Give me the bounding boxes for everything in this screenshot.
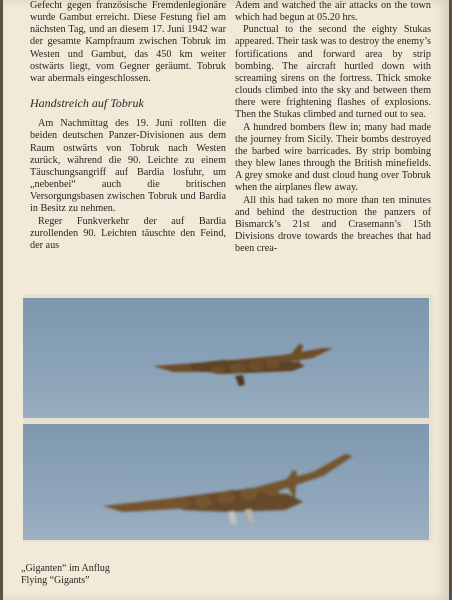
photo-aircraft-top [23,298,429,418]
section-heading: Handstreich auf Tobruk [30,96,144,111]
left-intro-paragraph: Gefecht gegen französische Fremdenlegionäre wurde Gambut erreicht. Diese Festung fiel am nächsten Tag, und an diesem 17. Juni 1942 war der gesamte Kampfraum zwischen Tobruk im Westen und Gambut, das 450 km weiter ostwärts liegt, vom Gegner geräumt. Tobruk war abermals eingeschlossen. [30,0,226,84]
book-page [3,0,449,600]
left-paragraph-2: Reger Funkverkehr der auf Bardia zurollenden 90. Leichten täuschte den Feind, der aus [30,215,226,251]
aircraft-top-image [23,298,429,418]
caption-german: „Giganten“ im Anflug [21,563,110,574]
left-text-column [30,0,226,252]
left-paragraph-1: Am Nachmittag des 19. Juni rollten die beiden deutschen Panzer-Divisionen aus dem Raum ostwärts von Tobruk nach Westen zurück, während die 90. Leichte zu einem Täuschungsangriff auf Bardia losfuhr, um „nebenbei“ auch die britischen Versorgungsbasen zwischen Tobruk und Bardia in Besitz zu nehmen. [30,118,226,215]
photo-plate [23,294,433,542]
right-paragraph-3: All this had taken no more than ten minutes and behind the destruction the panzers of Bismarck’s 21st and Crasemann’s 15th Divisions drove towards the breaches that had been crea- [235,194,431,255]
photo-caption [21,563,110,587]
right-text-column [235,0,431,255]
right-paragraph-2: A hundred bombers flew in; many had made the journey from Sicily. Their bombs destroyed the barbed wire barricades. By strip bombing they blew lanes through the British minefields. A grey smoke and dust cloud hung over Tobruk when the airplanes flew away. [235,121,431,194]
right-intro-paragraph: Adem and watched the air attacks on the town which had begun at 05.20 hrs. [235,0,431,24]
right-paragraph-1: Punctual to the second the eighty Stukas appeared. Their task was to destroy the enemy’s fortifications and forward area by strip bombing. The aircraft hurtled down with screaming sirens on the fortress. Thick smoke clouds climbed into the sky and between them there were frightening flashes of explosions. Then the Stukas climbed and turned out to sea. [235,24,431,121]
caption-english: Flying “Gigants” [21,575,90,586]
aircraft-bottom-image [23,424,429,540]
photo-aircraft-bottom [23,424,429,540]
